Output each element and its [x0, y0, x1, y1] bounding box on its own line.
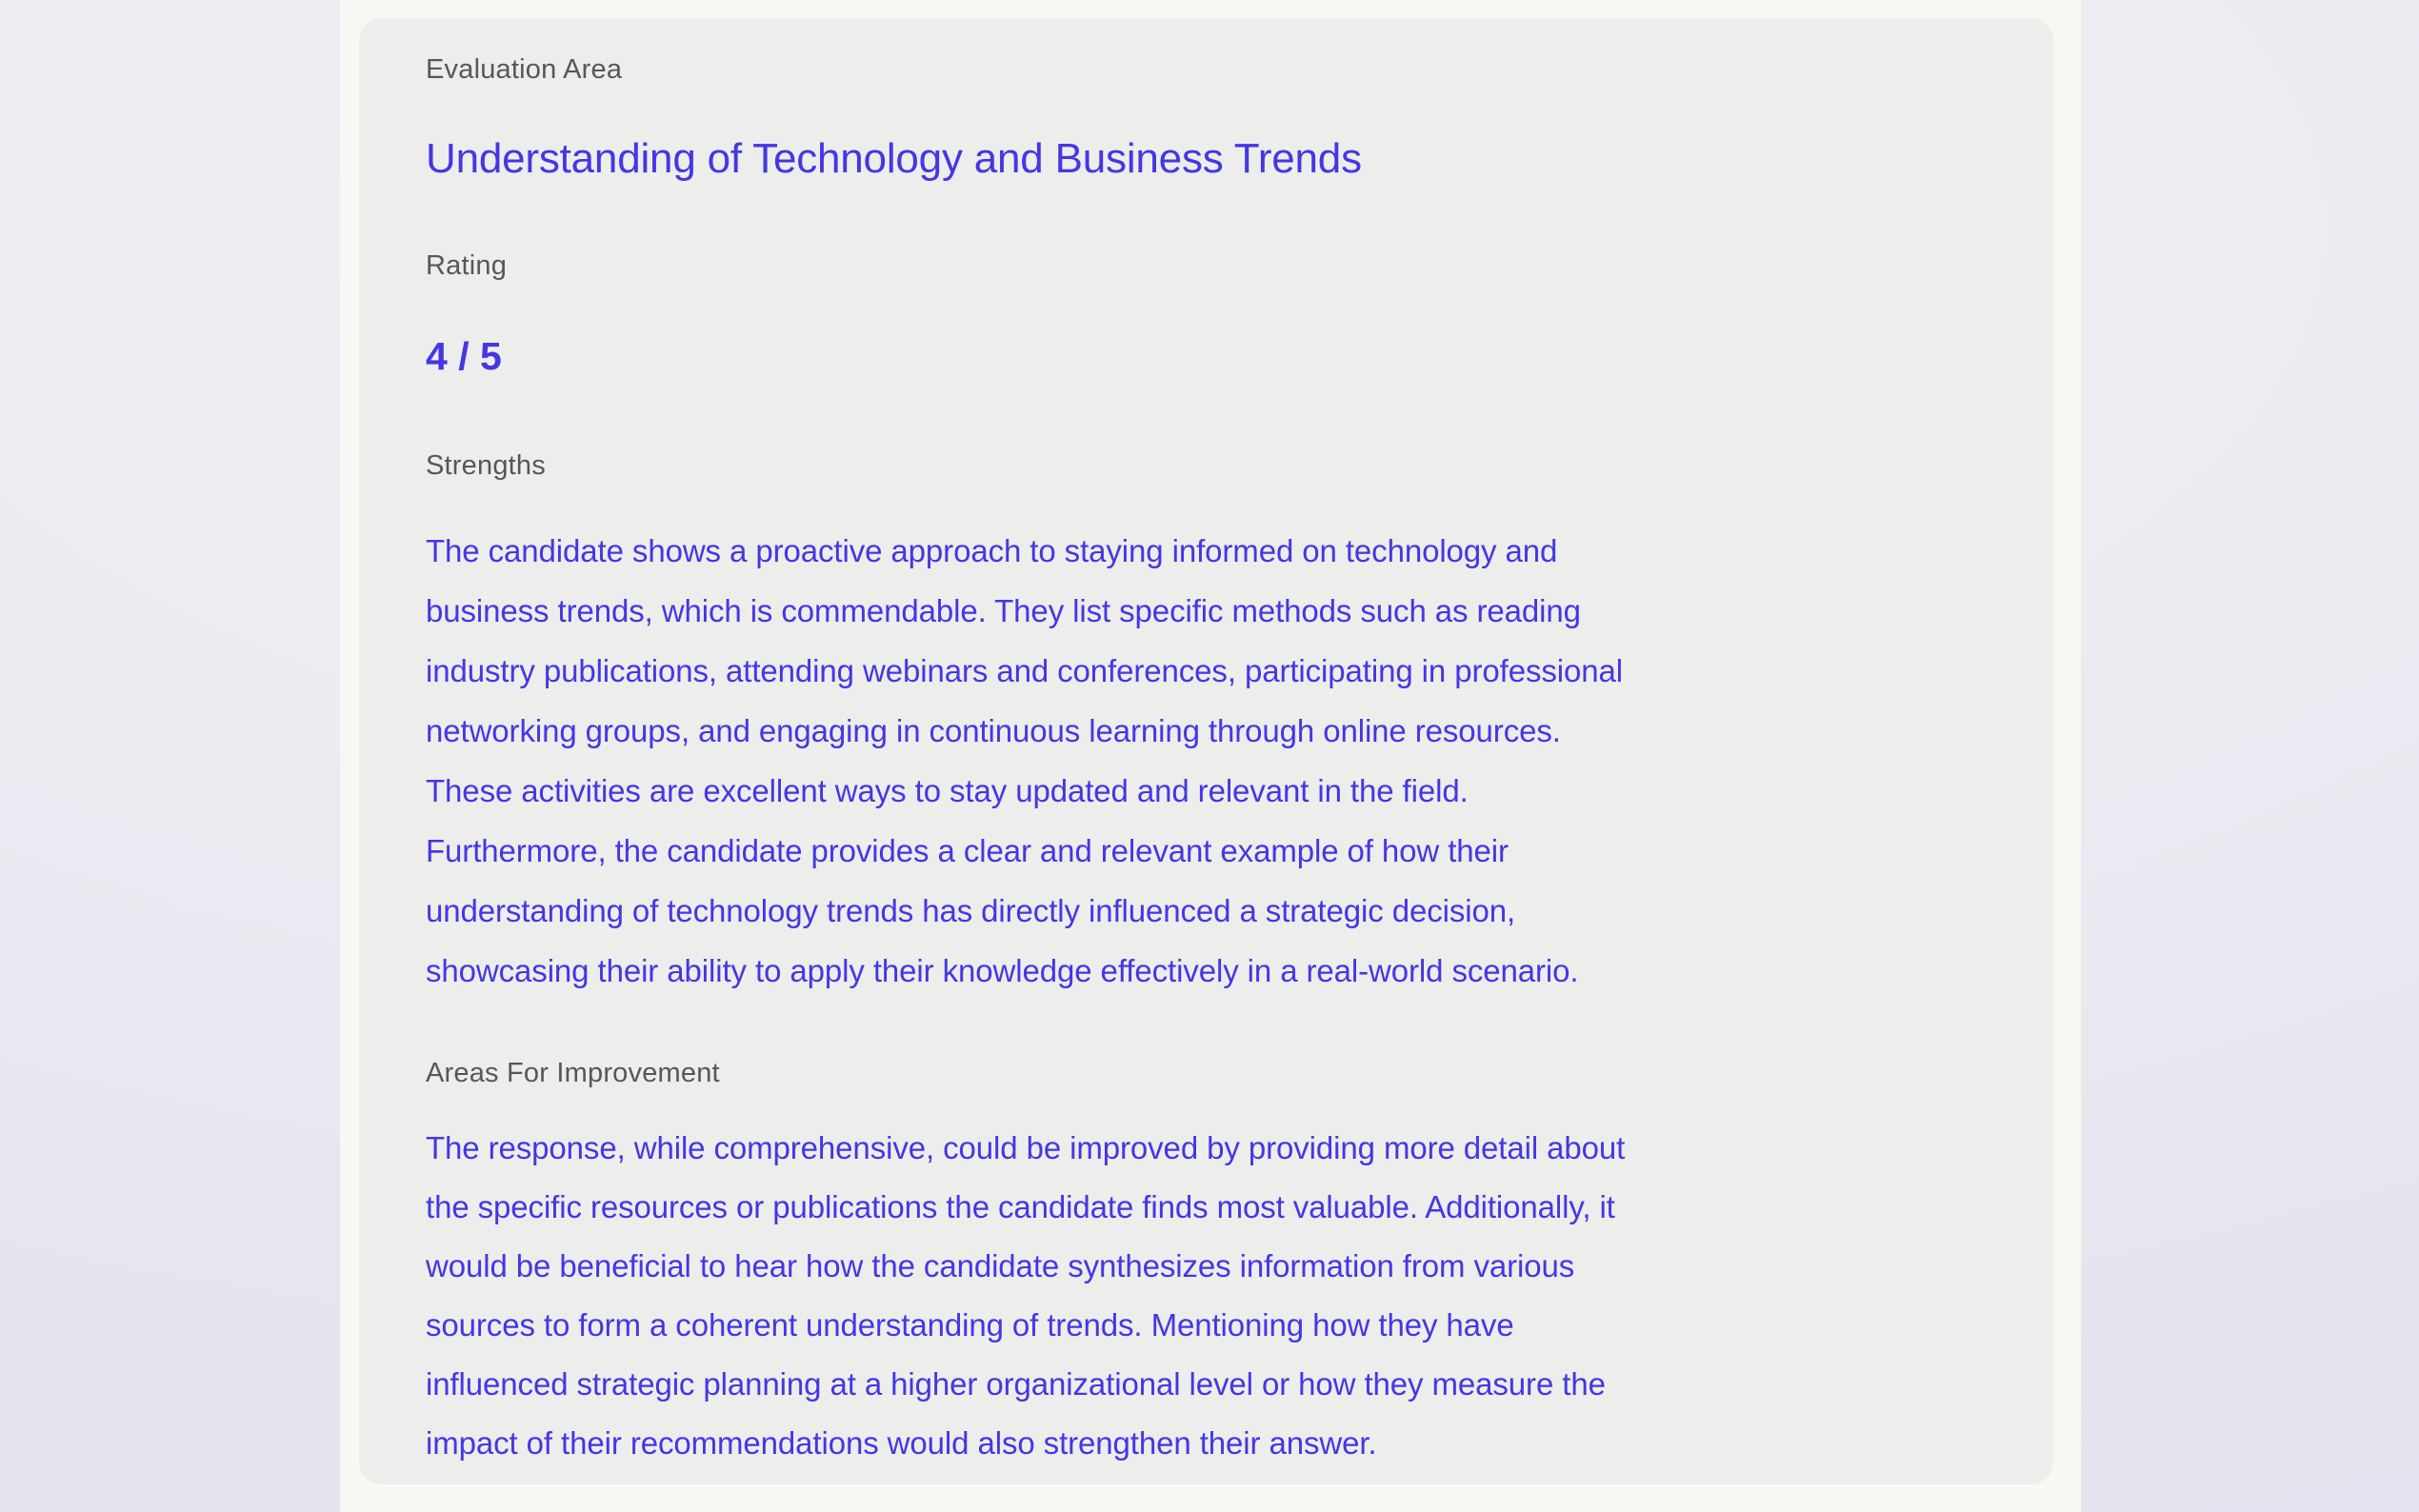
- paragraph-line: Furthermore, the candidate provides a clear and relevant example of how their: [426, 833, 1509, 868]
- paragraph-line: influenced strategic planning at a higher organizational level or how they measure the: [426, 1366, 1606, 1402]
- evaluation-area-value: Understanding of Technology and Business Trends: [426, 135, 1362, 182]
- paragraph-line: understanding of technology trends has directly influenced a strategic decision,: [426, 893, 1516, 928]
- areas-for-improvement-paragraph: [426, 1119, 1987, 1473]
- paragraph-line: industry publications, attending webinars and conferences, participating in professional: [426, 653, 1623, 688]
- areas-for-improvement-label: Areas For Improvement: [426, 1058, 720, 1088]
- paragraph-line: The response, while comprehensive, could be improved by providing more detail about: [426, 1130, 1626, 1165]
- paragraph-line: These activities are excellent ways to stay updated and relevant in the field.: [426, 773, 1469, 808]
- evaluation-area-label: Evaluation Area: [426, 54, 623, 85]
- strengths-label: Strengths: [426, 450, 546, 481]
- paragraph-line: The candidate shows a proactive approach to staying informed on technology and: [426, 533, 1558, 568]
- paragraph-line: would be beneficial to hear how the candidate synthesizes information from various: [426, 1248, 1575, 1283]
- paragraph-line: networking groups, and engaging in continuous learning through online resources.: [426, 713, 1561, 748]
- rating-value: 4 / 5: [426, 334, 502, 378]
- paragraph-line: sources to form a coherent understanding of trends. Mentioning how they have: [426, 1307, 1514, 1343]
- paragraph-line: showcasing their ability to apply their knowledge effectively in a real-world scenario.: [426, 953, 1579, 988]
- content-panel: [340, 0, 2081, 1512]
- paragraph-line: business trends, which is commendable. They list specific methods such as reading: [426, 593, 1581, 628]
- strengths-paragraph: [426, 521, 1987, 1001]
- paragraph-line: impact of their recommendations would also strengthen their answer.: [426, 1425, 1377, 1461]
- rating-label: Rating: [426, 250, 508, 281]
- paragraph-line: the specific resources or publications the candidate finds most valuable. Additionally, it: [426, 1189, 1615, 1224]
- evaluation-card: [359, 18, 2053, 1484]
